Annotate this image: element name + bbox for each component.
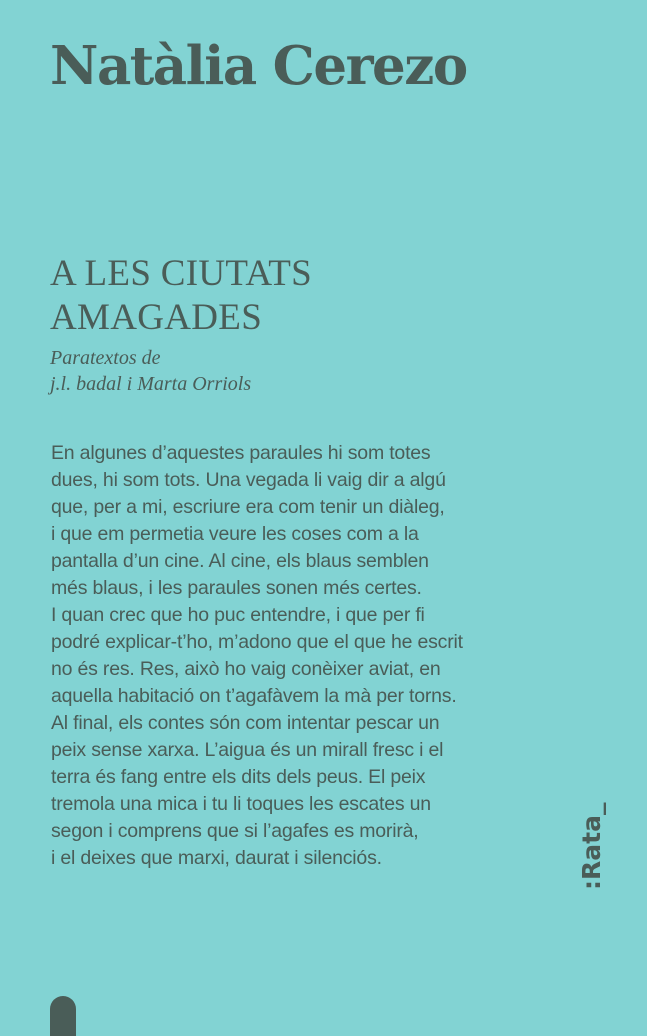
blurb-line: aquella habitació on t’agafàvem la mà per torns. bbox=[51, 685, 457, 707]
blurb-line: I quan crec que ho puc entendre, i que per fi bbox=[51, 604, 425, 626]
blurb-line: tremola una mica i tu li toques les escates un bbox=[51, 793, 431, 815]
blurb-line: En algunes d’aquestes paraules hi som totes bbox=[51, 442, 431, 464]
title-line: A LES CIUTATS bbox=[50, 253, 313, 294]
author-name: Natàlia Cerezo bbox=[50, 35, 467, 97]
subtitle bbox=[50, 345, 251, 397]
blurb-line: més blaus, i les paraules sonen més certes. bbox=[51, 577, 422, 599]
blurb-line: i que em permetia veure les coses com a la bbox=[51, 523, 419, 545]
blurb-line: que, per a mi, escriure era com tenir un diàleg, bbox=[51, 496, 445, 518]
blurb-line: segon i comprens que si l’agafes es morirà, bbox=[51, 820, 419, 842]
blurb-line: podré explicar-t’ho, m’adono que el que he escrit bbox=[51, 631, 463, 653]
book-title bbox=[50, 252, 312, 340]
blurb-line: peix sense xarxa. L’aigua és un mirall fresc i el bbox=[51, 739, 444, 761]
publisher-logo: :Rata_ bbox=[577, 802, 606, 890]
bookmark-tab-icon bbox=[50, 996, 76, 1036]
blurb-line: i el deixes que marxi, daurat i silenciós. bbox=[51, 847, 382, 869]
subtitle-line: j.l. badal i Marta Orriols bbox=[50, 373, 252, 395]
subtitle-line: Paratextos de bbox=[50, 347, 161, 369]
blurb-line: dues, hi som tots. Una vegada li vaig dir a algú bbox=[51, 469, 446, 491]
blurb-text bbox=[51, 440, 521, 872]
blurb-line: Al final, els contes són com intentar pescar un bbox=[51, 712, 440, 734]
title-line: AMAGADES bbox=[50, 297, 263, 338]
blurb-line: no és res. Res, això ho vaig conèixer aviat, en bbox=[51, 658, 441, 680]
blurb-line: pantalla d’un cine. Al cine, els blaus semblen bbox=[51, 550, 429, 572]
blurb-line: terra és fang entre els dits dels peus. El peix bbox=[51, 766, 426, 788]
